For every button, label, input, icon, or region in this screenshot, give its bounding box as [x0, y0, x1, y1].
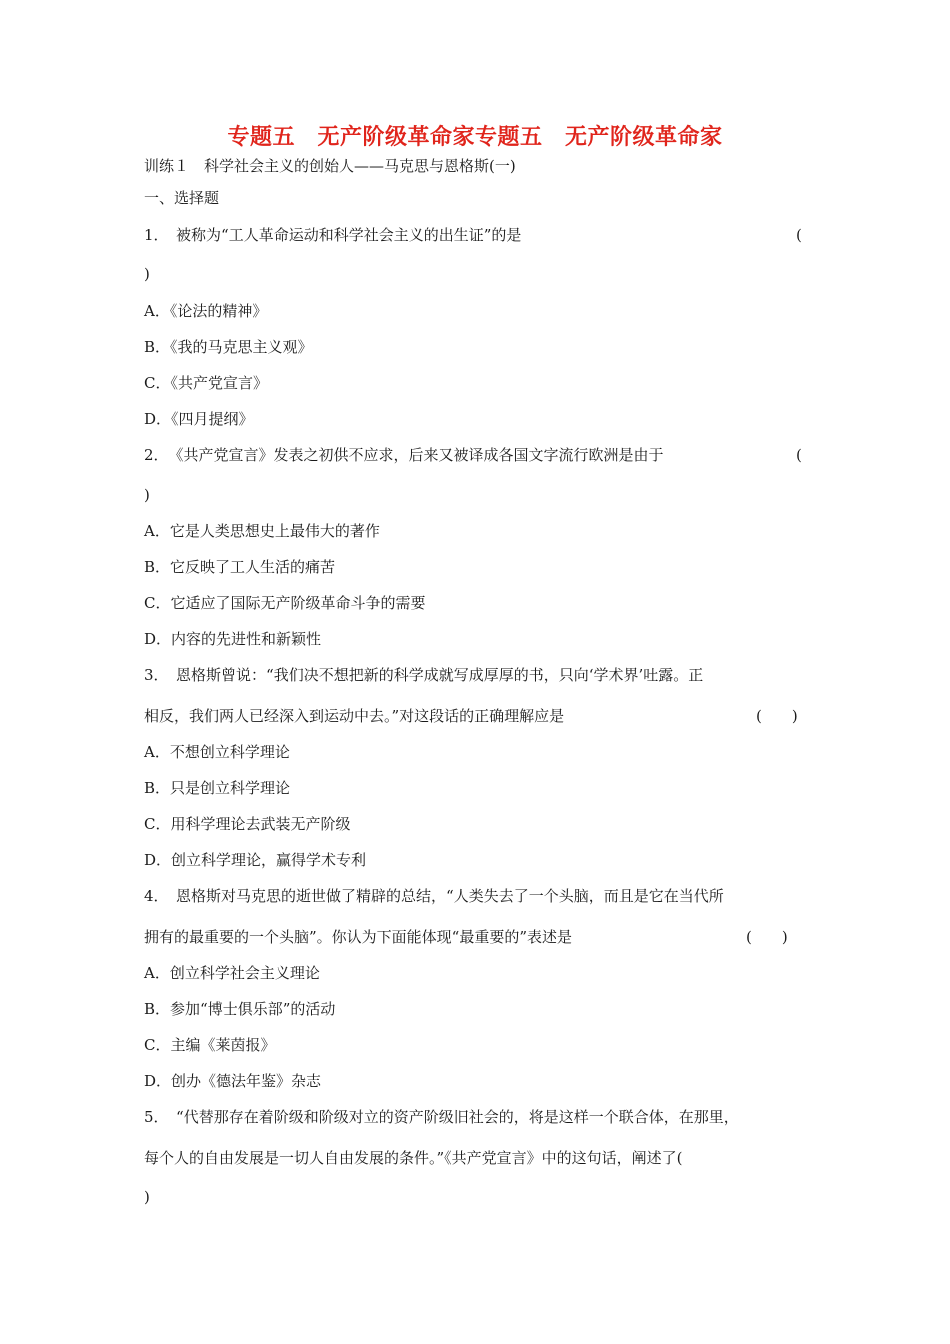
question-3-stem-line2: 相反，我们两人已经深入到运动中去。”对这段话的正确理解应是: [144, 707, 565, 725]
question-3-answer-paren: ( ): [756, 707, 798, 725]
question-2-option-c: C．它适应了国际无产阶级革命斗争的需要: [144, 594, 426, 612]
question-1-paren-open: (: [796, 226, 802, 244]
question-3-option-c: C．用科学理论去武装无产阶级: [144, 815, 351, 833]
question-5-stem-line1: 5． “代替那存在着阶级和阶级对立的资产阶级旧社会的，将是这样一个联合体，在那里，: [144, 1108, 739, 1126]
question-2-option-a: A．它是人类思想史上最伟大的著作: [144, 522, 380, 540]
training-subtitle: 训练１ 科学社会主义的创始人——马克思与恩格斯(一): [144, 157, 516, 175]
question-1-stem: 1． 被称为“工人革命运动和科学社会主义的出生证”的是: [144, 226, 522, 244]
question-2-option-d: D．内容的先进性和新颖性: [144, 630, 322, 648]
question-1-option-b: B．《我的马克思主义观》: [144, 338, 313, 356]
section-heading: 一、选择题: [144, 189, 220, 207]
question-3-option-d: D．创立科学理论，赢得学术专利: [144, 851, 367, 869]
question-3-option-a: A．不想创立科学理论: [144, 743, 290, 761]
question-5-stem-line2: 每个人的自由发展是一切人自由发展的条件。”《共产党宣言》中的这句话，阐述了(: [144, 1149, 683, 1167]
question-4-option-c: C．主编《莱茵报》: [144, 1036, 276, 1054]
question-1-option-a: A．《论法的精神》: [144, 302, 268, 320]
question-4-option-a: A．创立科学社会主义理论: [144, 964, 320, 982]
question-2-option-b: B．它反映了工人生活的痛苦: [144, 558, 336, 576]
question-4-option-b: B．参加“博士俱乐部”的活动: [144, 1000, 336, 1018]
question-2-stem: 2． 《共产党宣言》发表之初供不应求，后来又被译成各国文字流行欧洲是由于: [144, 446, 664, 464]
question-3-option-b: B．只是创立科学理论: [144, 779, 291, 797]
question-4-option-d: D．创办《德法年鉴》杂志: [144, 1072, 322, 1090]
question-4-stem-line1: 4． 恩格斯对马克思的逝世做了精辟的总结，“人类失去了一个头脑，而且是它在当代所: [144, 887, 724, 905]
question-1-paren-close: ): [144, 265, 150, 283]
question-4-answer-paren: ( ): [746, 928, 788, 946]
question-1-option-d: D．《四月提纲》: [144, 410, 254, 428]
question-1-option-c: C．《共产党宣言》: [144, 374, 268, 392]
question-5-paren-close: ): [144, 1188, 150, 1206]
question-2-paren-close: ): [144, 486, 150, 504]
question-2-paren-open: (: [796, 446, 802, 464]
question-4-stem-line2: 拥有的最重要的一个头脑”。你认为下面能体现“最重要的”表述是: [144, 928, 573, 946]
question-3-stem-line1: 3． 恩格斯曾说：“我们决不想把新的科学成就写成厚厚的书，只向‘学术界’吐露。正: [144, 666, 704, 684]
page-title: 专题五 无产阶级革命家专题五 无产阶级革命家: [227, 125, 723, 150]
